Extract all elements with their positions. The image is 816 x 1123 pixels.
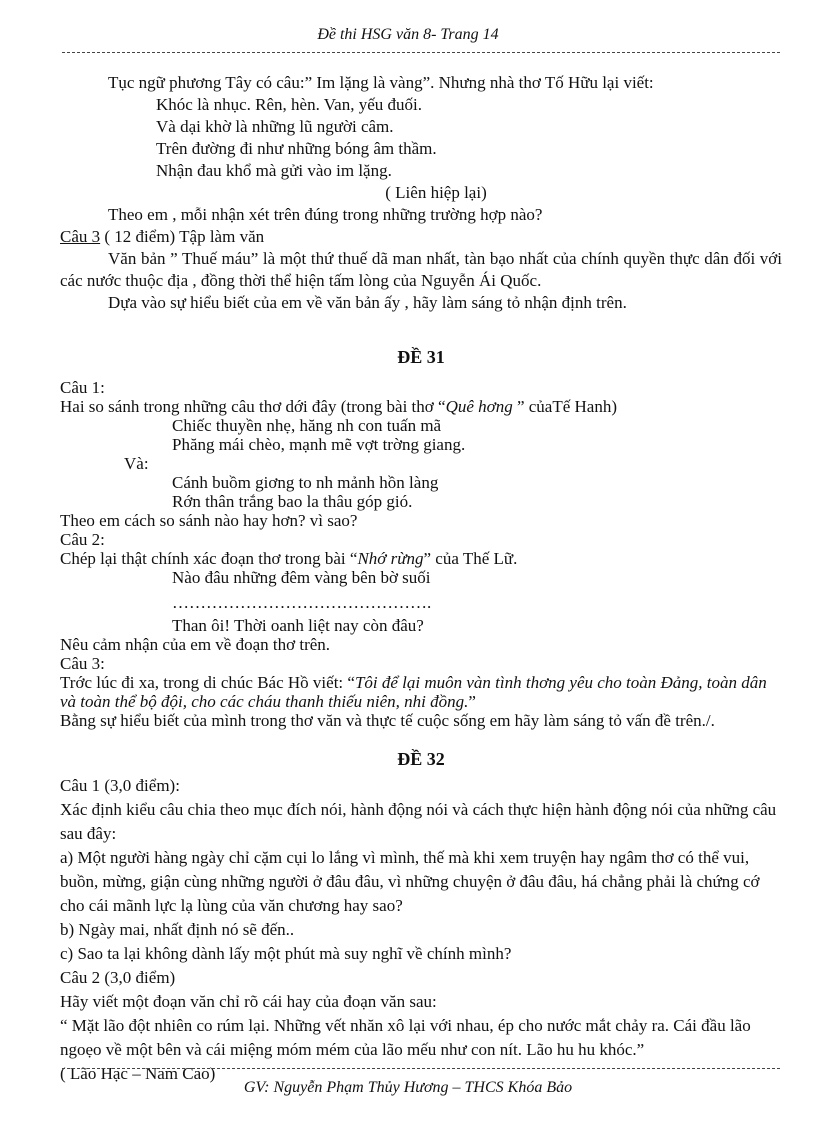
text-part: Trớc lúc đi xa, trong di chúc Bác Hồ viết: “ — [60, 673, 355, 692]
de31-title: ĐỀ 31 — [397, 347, 445, 367]
cau3-line2: Dựa vào sự hiểu biết của em về văn bản ấy , hãy làm sáng tỏ nhận định trên. — [108, 293, 627, 312]
de32-c1-label: Câu 1 (3,0 điểm): — [60, 776, 180, 795]
poem-line: Rớn thân trắng bao la thâu góp gió. — [172, 492, 413, 511]
de31-c3-question: Bằng sự hiểu biết của mình trong thơ văn và thực tế cuộc sống em hãy làm sáng tỏ vấn đề trên./. — [60, 711, 715, 730]
document-body — [60, 72, 782, 1086]
cau3-rest: ( 12 điểm) Tập làm văn — [100, 227, 265, 246]
de31-section — [60, 378, 782, 730]
poem-line: Và dại khờ là những lũ người câm. — [156, 117, 394, 136]
de32-section — [60, 774, 782, 1086]
de31-c2-label: Câu 2: — [60, 530, 105, 549]
de32-c2-label: Câu 2 (3,0 điểm) — [60, 968, 176, 987]
de32-item-c: c) Sao ta lại không dành lấy một phút mà suy nghĩ về chính mình? — [60, 944, 512, 963]
poem-name: Quê hơng — [445, 397, 517, 416]
de32-item-b: b) Ngày mai, nhất định nó sẽ đến.. — [60, 920, 295, 939]
poem-line: Chiếc thuyền nhẹ, hăng nh con tuấn mã — [172, 416, 442, 435]
poem-line: Than ôi! Thời oanh liệt nay còn đâu? — [172, 616, 424, 635]
footer-rule — [62, 1068, 780, 1069]
dotted-line: ………………………………………. — [172, 593, 432, 612]
poem-source: ( Liên hiệp lại) — [385, 183, 487, 202]
de32-c1-text: Xác định kiểu câu chia theo mục đích nói, hành động nói và cách thực hiện hành động nói của những câu sau đây: — [60, 800, 777, 843]
de31-c1-question: Theo em cách so sánh nào hay hơn? vì sao? — [60, 511, 358, 530]
text-part: ” củaTế Hanh) — [516, 397, 618, 416]
poem-line: Trên đường đi như những bóng âm thầm. — [156, 139, 437, 158]
poem-line: Cánh buồm giơng to nh mảnh hồn làng — [172, 473, 439, 492]
poem-line: Khóc là nhục. Rên, hèn. Van, yếu đuối. — [156, 95, 422, 114]
cau3-label: Câu 3 — [60, 227, 101, 246]
de31-c2-text — [60, 549, 782, 568]
cau3-heading — [60, 226, 782, 248]
de31-c2-question: Nêu cảm nhận của em về đoạn thơ trên. — [60, 635, 331, 654]
de31-c1-text — [60, 397, 782, 416]
de32-quote: “ Mặt lão đột nhiên co rúm lại. Những vết nhăn xô lại với nhau, ép cho nước mắt chảy ra. Cái đầu lão ngoẹo về một bên và cái miệng móm mém của lão mếu như con nít. Lão hu hu khóc.” — [60, 1016, 751, 1059]
page-footer: GV: Nguyễn Phạm Thủy Hương – THCS Khóa Bảo — [243, 1079, 573, 1096]
de31-c1-label: Câu 1: — [60, 378, 105, 397]
quote: Tôi để lại muôn vàn tình thơng yêu cho toàn Đảng, toàn dân và toàn thể bộ đội, cho các cháu thanh thiếu niên, nhi đồng. — [60, 673, 767, 711]
de32-item-a: a) Một người hàng ngày chỉ cặm cụi lo lắng vì mình, thế mà khi xem truyện hay ngâm thơ có thể vui, buồn, mừng, giận cùng những người ở đâu đâu, vì những chuyện ở đâu đâu, há chẳng phải là chứng cớ cho cái mãnh lực lạ lùng của văn chương hay sao? — [60, 848, 760, 915]
poem-line: Phăng mái chèo, mạnh mẽ vợt trờng giang. — [172, 435, 466, 454]
page-header: Đề thi HSG văn 8- Trang 14 — [317, 26, 499, 43]
text-part: ” — [468, 692, 476, 711]
poem-line: Nào đâu những đêm vàng bên bờ suối — [172, 568, 431, 587]
cau3-line1: Văn bản ” Thuế máu” là một thứ thuế dã man nhất, tàn bạo nhất của chính quyền thực dân đối với các nước thuộc địa , đồng thời thể hiện tấm lòng của Nguyễn Ái Quốc. — [60, 249, 782, 290]
text-part: ” của Thế Lữ. — [423, 549, 518, 568]
poem-line: Nhận đau khổ mà gửi vào im lặng. — [156, 161, 392, 180]
de32-title: ĐỀ 32 — [397, 749, 445, 769]
block1-question: Theo em , mỗi nhận xét trên đúng trong những trường hợp nào? — [108, 205, 543, 224]
de31-c3-text — [60, 673, 782, 711]
de32-c2-text: Hãy viết một đoạn văn chỉ rõ cái hay của đoạn văn sau: — [60, 992, 437, 1011]
text-part: Chép lại thật chính xác đoạn thơ trong bài “ — [60, 549, 358, 568]
de32-source: ( Lão Hạc – Nam Cao) — [60, 1064, 216, 1083]
poem-name: Nhớ rừng — [357, 549, 424, 568]
block1-intro: Tục ngữ phương Tây có câu:” Im lặng là vàng”. Nhưng nhà thơ Tố Hữu lại viết: — [108, 73, 654, 92]
header-rule — [62, 52, 780, 53]
va-label: Và: — [124, 454, 149, 473]
de31-c3-label: Câu 3: — [60, 654, 105, 673]
text-part: Hai so sánh trong những câu thơ dới đây (trong bài thơ “ — [60, 397, 446, 416]
